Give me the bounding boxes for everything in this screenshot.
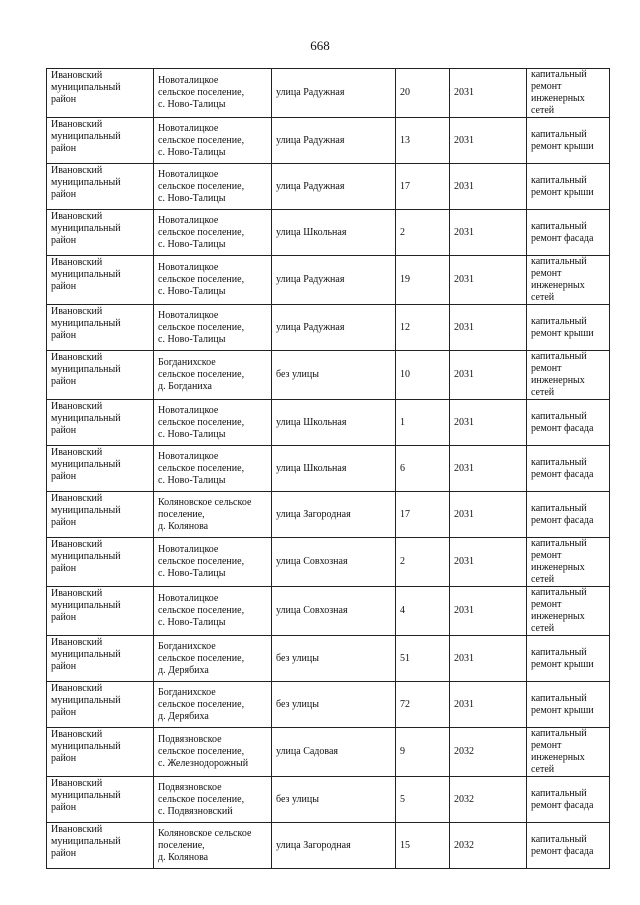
cell-settlement-text: Богданихское сельское поселение, д. Дерябиха [158, 686, 245, 722]
cell-district [47, 164, 154, 210]
cell-settlement-text: Новоталицкое сельское поселение, с. Ново-Талицы [158, 404, 245, 440]
table-row [47, 777, 610, 823]
cell-district [47, 446, 154, 492]
cell-settlement [154, 69, 272, 118]
cell-settlement-text: Новоталицкое сельское поселение, с. Ново-Талицы [158, 593, 245, 628]
cell-street [272, 823, 396, 869]
cell-work-type [527, 587, 610, 636]
cell-year-text: 2031 [454, 698, 474, 710]
cell-district-text: Ивановский муниципальный район [51, 211, 121, 246]
cell-house-number-text: 1 [400, 416, 405, 428]
cell-district [47, 636, 154, 682]
table-row [47, 636, 610, 682]
cell-house-number [396, 256, 450, 305]
cell-house-number-text: 9 [400, 746, 405, 757]
cell-work-type [527, 210, 610, 256]
cell-district-text: Ивановский муниципальный район [51, 683, 121, 718]
cell-work-type-text: капитальный ремонт инженерных сетей [531, 69, 587, 116]
cell-district-text: Ивановский муниципальный район [51, 401, 121, 436]
cell-work-type [527, 636, 610, 682]
cell-house-number-text: 5 [400, 793, 405, 805]
cell-house-number-text: 17 [400, 508, 410, 520]
cell-year [450, 728, 527, 777]
cell-year-text: 2031 [454, 605, 474, 616]
cell-house-number-text: 20 [400, 87, 410, 98]
cell-settlement-text: Подвязновское сельское поселение, с. Подвязновский [158, 781, 245, 817]
cell-settlement [154, 636, 272, 682]
cell-street-text: улица Школьная [276, 226, 347, 238]
cell-street [272, 636, 396, 682]
cell-work-type-text: капитальный ремонт фасада [531, 456, 594, 480]
cell-work-type-text: капитальный ремонт крыши [531, 174, 594, 198]
cell-house-number-text: 6 [400, 462, 405, 474]
cell-street-text: улица Садовая [276, 746, 339, 757]
cell-year-text: 2031 [454, 321, 474, 333]
cell-street [272, 305, 396, 351]
cell-street-text: без улицы [276, 652, 319, 664]
cell-house-number [396, 446, 450, 492]
cell-district-text: Ивановский муниципальный район [51, 257, 121, 292]
cell-year [450, 69, 527, 118]
cell-street [272, 777, 396, 823]
cell-house-number-text: 51 [400, 652, 410, 664]
table-row [47, 823, 610, 869]
cell-work-type [527, 823, 610, 869]
cell-work-type-text: капитальный ремонт крыши [531, 692, 594, 716]
cell-year [450, 256, 527, 305]
cell-year-text: 2031 [454, 134, 474, 146]
cell-work-type [527, 118, 610, 164]
cell-district-text: Ивановский муниципальный район [51, 588, 121, 623]
cell-year [450, 682, 527, 728]
cell-year-text: 2031 [454, 556, 474, 567]
cell-street [272, 682, 396, 728]
cell-work-type [527, 69, 610, 118]
cell-district [47, 400, 154, 446]
cell-house-number [396, 351, 450, 400]
table-row [47, 210, 610, 256]
cell-district [47, 587, 154, 636]
cell-house-number-text: 2 [400, 556, 405, 567]
cell-house-number-text: 19 [400, 274, 410, 285]
cell-district [47, 210, 154, 256]
cell-work-type-text: капитальный ремонт фасада [531, 220, 594, 244]
cell-settlement [154, 587, 272, 636]
cell-settlement [154, 118, 272, 164]
table-row [47, 400, 610, 446]
cell-year-text: 2031 [454, 462, 474, 474]
cell-work-type [527, 446, 610, 492]
cell-year-text: 2032 [454, 793, 474, 805]
cell-house-number [396, 636, 450, 682]
table-row [47, 118, 610, 164]
table-row [47, 446, 610, 492]
cell-work-type [527, 351, 610, 400]
cell-house-number [396, 777, 450, 823]
cell-house-number-text: 13 [400, 134, 410, 146]
cell-street [272, 164, 396, 210]
cell-settlement [154, 777, 272, 823]
cell-street [272, 118, 396, 164]
cell-work-type [527, 728, 610, 777]
cell-year [450, 210, 527, 256]
cell-street [272, 210, 396, 256]
cell-house-number-text: 2 [400, 226, 405, 238]
table-row [47, 305, 610, 351]
cell-house-number [396, 69, 450, 118]
cell-year-text: 2031 [454, 416, 474, 428]
cell-street [272, 492, 396, 538]
cell-year-text: 2031 [454, 369, 474, 380]
cell-settlement [154, 823, 272, 869]
cell-street-text: улица Загородная [276, 839, 351, 851]
cell-street [272, 400, 396, 446]
cell-district-text: Ивановский муниципальный район [51, 447, 121, 482]
cell-street [272, 587, 396, 636]
cell-street [272, 446, 396, 492]
cell-settlement [154, 305, 272, 351]
cell-settlement-text: Коляновское сельское поселение, д. Колянова [158, 496, 252, 532]
cell-year [450, 118, 527, 164]
cell-street [272, 351, 396, 400]
cell-house-number-text: 4 [400, 605, 405, 616]
cell-year-text: 2031 [454, 652, 474, 664]
cell-district [47, 823, 154, 869]
table-row [47, 351, 610, 400]
cell-district [47, 118, 154, 164]
cell-settlement [154, 164, 272, 210]
page-number: 668 [310, 38, 330, 53]
cell-street-text: улица Загородная [276, 508, 351, 520]
cell-house-number-text: 12 [400, 321, 410, 333]
table-row [47, 587, 610, 636]
cell-settlement-text: Новоталицкое сельское поселение, с. Ново-Талицы [158, 214, 245, 250]
cell-district-text: Ивановский муниципальный район [51, 493, 121, 528]
cell-street-text: улица Радужная [276, 274, 345, 285]
cell-settlement-text: Коляновское сельское поселение, д. Колянова [158, 827, 252, 863]
table-row [47, 492, 610, 538]
cell-district-text: Ивановский муниципальный район [51, 119, 121, 154]
cell-district [47, 777, 154, 823]
cell-settlement [154, 400, 272, 446]
cell-year [450, 636, 527, 682]
cell-district-text: Ивановский муниципальный район [51, 824, 121, 859]
cell-street-text: улица Радужная [276, 180, 345, 192]
cell-district-text: Ивановский муниципальный район [51, 352, 121, 387]
cell-year-text: 2032 [454, 839, 474, 851]
cell-year [450, 492, 527, 538]
cell-settlement-text: Новоталицкое сельское поселение, с. Ново-Талицы [158, 75, 245, 110]
cell-work-type-text: капитальный ремонт инженерных сетей [531, 351, 587, 398]
table-row [47, 538, 610, 587]
cell-work-type [527, 682, 610, 728]
cell-work-type [527, 400, 610, 446]
cell-year [450, 351, 527, 400]
cell-street [272, 728, 396, 777]
cell-work-type-text: капитальный ремонт фасада [531, 833, 594, 857]
cell-work-type-text: капитальный ремонт инженерных сетей [531, 728, 587, 775]
cell-street-text: улица Радужная [276, 321, 345, 333]
cell-street [272, 256, 396, 305]
cell-settlement-text: Новоталицкое сельское поселение, с. Ново-Талицы [158, 309, 245, 345]
cell-district-text: Ивановский муниципальный район [51, 778, 121, 813]
cell-work-type [527, 305, 610, 351]
cell-work-type-text: капитальный ремонт крыши [531, 315, 594, 339]
cell-work-type-text: капитальный ремонт инженерных сетей [531, 256, 587, 303]
cell-work-type [527, 777, 610, 823]
cell-year [450, 305, 527, 351]
table-row [47, 69, 610, 118]
cell-work-type-text: капитальный ремонт фасада [531, 502, 594, 526]
cell-street-text: улица Радужная [276, 87, 345, 98]
cell-settlement [154, 682, 272, 728]
cell-year-text: 2031 [454, 226, 474, 238]
cell-settlement [154, 446, 272, 492]
cell-work-type [527, 256, 610, 305]
cell-house-number-text: 10 [400, 369, 410, 380]
cell-street-text: улица Совхозная [276, 605, 348, 616]
table-row [47, 256, 610, 305]
cell-settlement [154, 351, 272, 400]
cell-district-text: Ивановский муниципальный район [51, 539, 121, 574]
cell-year [450, 164, 527, 210]
cell-year [450, 587, 527, 636]
cell-district [47, 728, 154, 777]
cell-district [47, 69, 154, 118]
cell-year [450, 446, 527, 492]
cell-year-text: 2031 [454, 274, 474, 285]
cell-house-number [396, 118, 450, 164]
cell-year [450, 777, 527, 823]
cell-settlement-text: Новоталицкое сельское поселение, с. Ново-Талицы [158, 262, 245, 297]
table-row [47, 682, 610, 728]
cell-district-text: Ивановский муниципальный район [51, 637, 121, 672]
cell-house-number [396, 587, 450, 636]
cell-work-type [527, 538, 610, 587]
table-row [47, 728, 610, 777]
cell-street [272, 69, 396, 118]
cell-year [450, 823, 527, 869]
cell-house-number [396, 682, 450, 728]
cell-work-type-text: капитальный ремонт фасада [531, 410, 594, 434]
cell-district-text: Ивановский муниципальный район [51, 165, 121, 200]
cell-settlement-text: Новоталицкое сельское поселение, с. Ново-Талицы [158, 450, 245, 486]
cell-settlement [154, 538, 272, 587]
cell-district-text: Ивановский муниципальный район [51, 70, 121, 105]
cell-year [450, 400, 527, 446]
cell-settlement-text: Подвязновское сельское поселение, с. Железнодорожный [158, 734, 249, 769]
cell-work-type-text: капитальный ремонт крыши [531, 646, 594, 670]
cell-settlement-text: Новоталицкое сельское поселение, с. Ново-Талицы [158, 544, 245, 579]
table-body [47, 69, 610, 869]
cell-district [47, 492, 154, 538]
cell-district [47, 305, 154, 351]
table-row [47, 164, 610, 210]
cell-settlement-text: Новоталицкое сельское поселение, с. Ново-Талицы [158, 168, 245, 204]
cell-street-text: улица Школьная [276, 416, 347, 428]
cell-district [47, 351, 154, 400]
cell-work-type [527, 164, 610, 210]
cell-settlement-text: Новоталицкое сельское поселение, с. Ново-Талицы [158, 122, 245, 158]
cell-house-number [396, 728, 450, 777]
cell-settlement [154, 210, 272, 256]
housing-repair-table [46, 68, 610, 869]
cell-district [47, 256, 154, 305]
cell-year [450, 538, 527, 587]
cell-year-text: 2031 [454, 180, 474, 192]
cell-street-text: улица Школьная [276, 462, 347, 474]
cell-work-type-text: капитальный ремонт крыши [531, 128, 594, 152]
cell-house-number [396, 210, 450, 256]
cell-settlement [154, 728, 272, 777]
cell-house-number [396, 400, 450, 446]
cell-work-type-text: капитальный ремонт инженерных сетей [531, 538, 587, 585]
cell-settlement-text: Богданихское сельское поселение, д. Богданиха [158, 357, 245, 392]
cell-year-text: 2031 [454, 508, 474, 520]
cell-year-text: 2032 [454, 746, 474, 757]
cell-street-text: без улицы [276, 698, 319, 710]
cell-district [47, 682, 154, 728]
cell-year-text: 2031 [454, 87, 474, 98]
cell-settlement-text: Богданихское сельское поселение, д. Дерябиха [158, 640, 245, 676]
cell-work-type-text: капитальный ремонт инженерных сетей [531, 587, 587, 634]
cell-house-number [396, 538, 450, 587]
cell-district-text: Ивановский муниципальный район [51, 306, 121, 341]
cell-street-text: без улицы [276, 793, 319, 805]
cell-district-text: Ивановский муниципальный район [51, 729, 121, 764]
cell-street [272, 538, 396, 587]
cell-settlement [154, 492, 272, 538]
cell-house-number [396, 164, 450, 210]
cell-street-text: улица Совхозная [276, 556, 348, 567]
cell-house-number-text: 17 [400, 180, 410, 192]
cell-work-type-text: капитальный ремонт фасада [531, 787, 594, 811]
cell-district [47, 538, 154, 587]
cell-house-number [396, 823, 450, 869]
cell-street-text: улица Радужная [276, 134, 345, 146]
cell-house-number-text: 15 [400, 839, 410, 851]
cell-street-text: без улицы [276, 369, 319, 380]
cell-work-type [527, 492, 610, 538]
cell-house-number [396, 305, 450, 351]
cell-house-number-text: 72 [400, 698, 410, 710]
cell-settlement [154, 256, 272, 305]
cell-house-number [396, 492, 450, 538]
